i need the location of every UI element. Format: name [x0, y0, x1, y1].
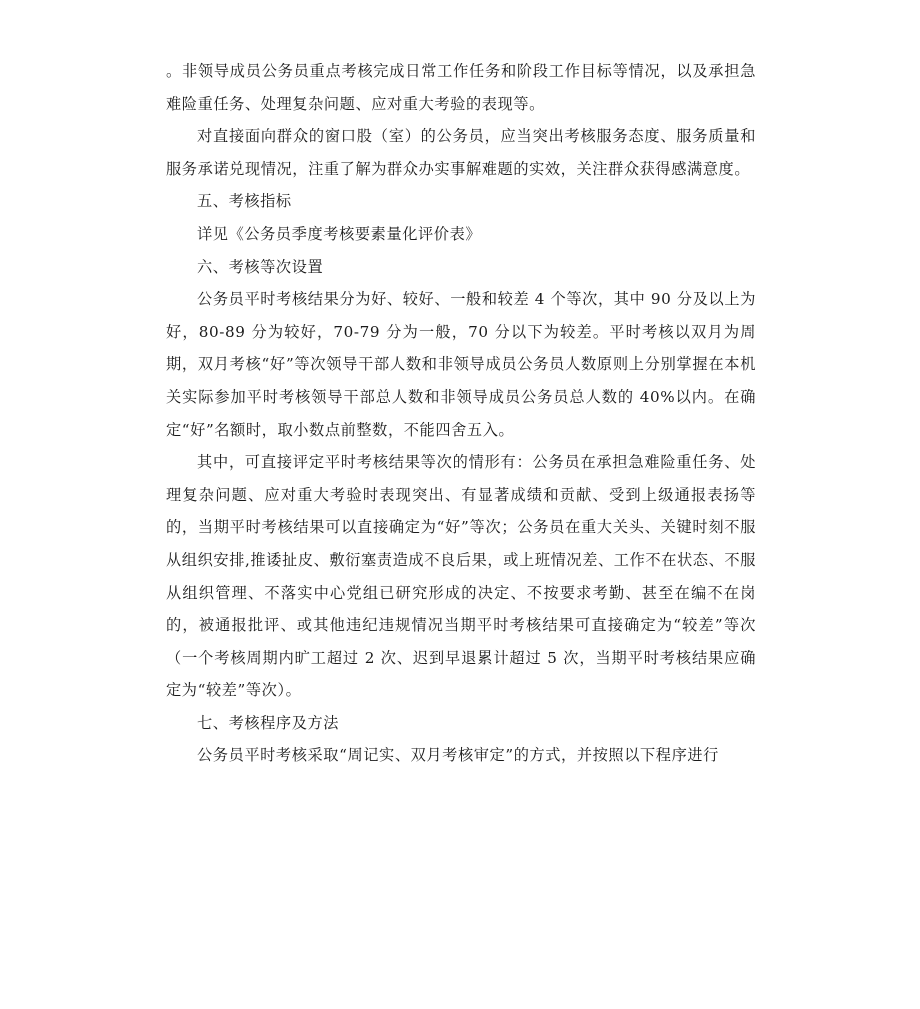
paragraph-window-staff: 对直接面向群众的窗口股（室）的公务员，应当突出考核服务态度、服务质量和服务承诺兑现情况，注重了解为群众办实事解难题的实效，关注群众获得感满意度。 [166, 127, 756, 178]
paragraph-evaluation-table-reference: 详见《公务员季度考核要素量化评价表》 [197, 224, 482, 243]
paragraph-grade-levels: 公务员平时考核结果分为好、较好、一般和较差 4 个等次，其中 90 分及以上为好，80-89 分为较好，70-79 分为一般，70 分以下为较差。平时考核以双月为周期，双月考核“好”等次领导干部人数和非领导成员公务员人数原则上分别掌握在本机关实际参加平时考核领导干部总人数和非领导成员公务员总人数的 40%以内。在确定“好”名额时，取小数点前整数，不能四舍五入。 [166, 290, 756, 439]
paragraph-direct-grading-cases: 其中，可直接评定平时考核结果等次的情形有：公务员在承担急难险重任务、处理复杂问题、应对重大考验时表现突出、有显著成绩和贡献、受到上级通报表扬等的，当期平时考核结果可以直接确定为“好”等次；公务员在重大关头、关键时刻不服从组织安排,推诿扯皮、敷衍塞责造成不良后果，或上班情况差、工作不在状态、不服从组织管理、不落实中心党组已研究形成的决定、不按要求考勤、甚至在编不在岗的，被通报批评、或其他违纪违规情况当期平时考核结果可直接确定为“较差”等次（一个考核周期内旷工超过 2 次、迟到早退累计超过 5 次，当期平时考核结果应确定为“较差”等次）。 [166, 453, 756, 700]
document-page [166, 55, 756, 772]
section-heading-assessment-indicators: 五、考核指标 [197, 192, 292, 211]
paragraph-procedure-intro: 公务员平时考核采取“周记实、双月考核审定”的方式，并按照以下程序进行 [197, 746, 719, 765]
section-heading-grade-settings: 六、考核等次设置 [197, 257, 324, 276]
paragraph-non-leader-assessment: 。非领导成员公务员重点考核完成日常工作任务和阶段工作目标等情况，以及承担急难险重任务、处理复杂问题、应对重大考验的表现等。 [166, 62, 756, 113]
section-heading-procedure-methods: 七、考核程序及方法 [197, 713, 340, 732]
